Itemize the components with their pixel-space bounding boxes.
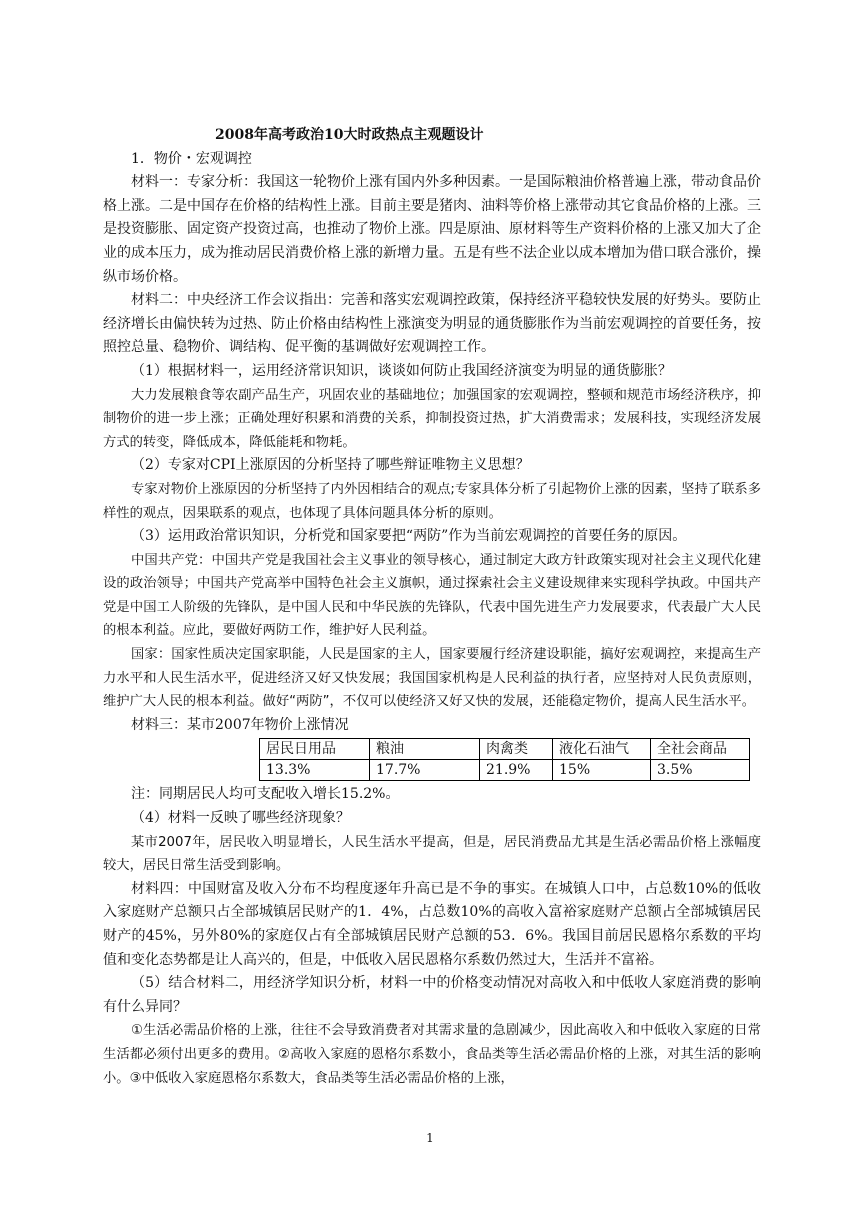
table-header-cell: 全社会商品	[651, 739, 750, 760]
section-heading: 1．物价・宏观调控	[131, 150, 252, 167]
price-table-wrapper	[259, 738, 761, 781]
answer-2: 专家对物价上涨原因的分析坚持了内外因相结合的观点;专家具体分析了引起物价上涨的因素，坚持了联系多样性的观点，因果联系的观点，也体现了具体问题具体分析的原则。	[103, 481, 761, 521]
table-header-row	[260, 739, 750, 760]
answer-3-state: 国家：国家性质决定国家职能，人民是国家的主人，国家要履行经济建设职能，搞好宏观调控，来提高生产力水平和人民生活水平，促进经济又好又快发展；我国国家机构是人民利益的执行者，应坚持对人民负责原则，维护广大人民的根本利益。做好“两防”，不仅可以使经济又好又快的发展，还能稳定物价，提高人民生活水平。	[103, 647, 761, 710]
table-cell: 3.5%	[651, 760, 750, 781]
question-5: （5）结合材料二，用经济学知识分析，材料一中的价格变动情况对高收入和中低收人家庭消费的影响有什么异同？	[103, 975, 761, 1015]
answer-1: 大力发展粮食等农副产品生产，巩固农业的基础地位；加强国家的宏观调控，整顿和规范市场经济秩序，抑制物价的进一步上涨；正确处理好积累和消费的关系，抑制投资过热，扩大消费需求；发展科技，实现经济发展方式的转变，降低成本，降低能耗和物耗。	[103, 387, 761, 450]
table-header-cell: 肉禽类	[480, 739, 553, 760]
material-3: 材料三：某市2007年物价上涨情况	[131, 716, 349, 733]
table-note: 注：同期居民人均可支配收入增长15.2%。	[131, 786, 400, 803]
table-row	[260, 760, 750, 781]
table-header-cell: 居民日用品	[260, 739, 370, 760]
material-4: 材料四：中国财富及收入分布不均程度逐年升高已是不争的事实。在城镇人口中，占总数10%的低收入家庭财产总额只占全部城镇居民财产的1．4%，占总数10%的高收入富裕家庭财产总额占全部城镇居民财产的45%，另外80%的家庭仅占有全部城镇居民财产总额的53．6%。我国目前居民恩格尔系数的平均值和变化态势都是让人高兴的，但是，中低收入居民恩格尔系数仍然过大，生活并不富裕。	[103, 880, 761, 968]
answer-4: 某市2007年，居民收入明显增长，人民生活水平提高，但是，居民消费品尤其是生活必需品价格上涨幅度较大，居民日常生活受到影响。	[103, 834, 761, 874]
question-2: （2）专家对CPI上涨原因的分析坚持了哪些辩证唯物主义思想？	[131, 457, 530, 474]
material-1: 材料一：专家分析：我国这一轮物价上涨有国内外多种因素。一是国际粮油价格普遍上涨，带动食品价格上涨。二是中国存在价格的结构性上涨。目前主要是猪肉、油料等价格上涨带动其它食品价格的上涨。三是投资膨胀、固定资产投资过高，也推动了物价上涨。四是原油、原材料等生产资料价格的上涨又加大了企业的成本压力，成为推动居民消费价格上涨的新增力量。五是有些不法企业以成本增加为借口联合涨价，操纵市场价格。	[103, 174, 761, 285]
page-number: 1	[426, 1131, 434, 1145]
question-4: （4）材料一反映了哪些经济现象？	[131, 810, 350, 827]
table-header-cell: 液化石油气	[553, 739, 651, 760]
price-table	[259, 738, 750, 781]
material-2: 材料二：中央经济工作会议指出：完善和落实宏观调控政策，保持经济平稳较快发展的好势头。要防止经济增长由偏快转为过热、防止价格由结构性上涨演变为明显的通货膨胀作为当前宏观调控的首要任务，按照控总量、稳物价、调结构、促平衡的基调做好宏观调控工作。	[103, 292, 761, 356]
document-body	[103, 124, 761, 1090]
table-cell: 15%	[553, 760, 651, 781]
table-cell: 13.3%	[260, 760, 370, 781]
question-1: （1）根据材料一，运用经济常识知识，谈谈如何防止我国经济演变为明显的通货膨胀？	[131, 362, 672, 379]
table-header-cell: 粮油	[370, 739, 480, 760]
document-title: 2008年高考政治10大时政热点主观题设计	[215, 127, 484, 143]
question-3: （3）运用政治常识知识，分析党和国家要把“两防”作为当前宏观调控的首要任务的原因。	[131, 528, 687, 545]
table-cell: 21.9%	[480, 760, 553, 781]
answer-5: ①生活必需品价格的上涨，往往不会导致消费者对其需求量的急剧减少，因此高收入和中低收入家庭的日常生活都必须付出更多的费用。②高收入家庭的恩格尔系数小，食品类等生活必需品价格的上涨，对其生活的影响小。③中低收入家庭恩格尔系数大，食品类等生活必需品价格的上涨，	[103, 1023, 761, 1086]
table-cell: 17.7%	[370, 760, 480, 781]
answer-3-party: 中国共产党：中国共产党是我国社会主义事业的领导核心，通过制定大政方针政策实现对社会主义现代化建设的政治领导；中国共产党高举中国特色社会主义旗帜，通过探索社会主义建设规律来实现科学执政。中国共产党是中国工人阶级的先锋队，是中国人民和中华民族的先锋队，代表中国先进生产力发展要求，代表最广大人民的根本利益。应此，要做好两防工作，维护好人民利益。	[103, 552, 761, 639]
